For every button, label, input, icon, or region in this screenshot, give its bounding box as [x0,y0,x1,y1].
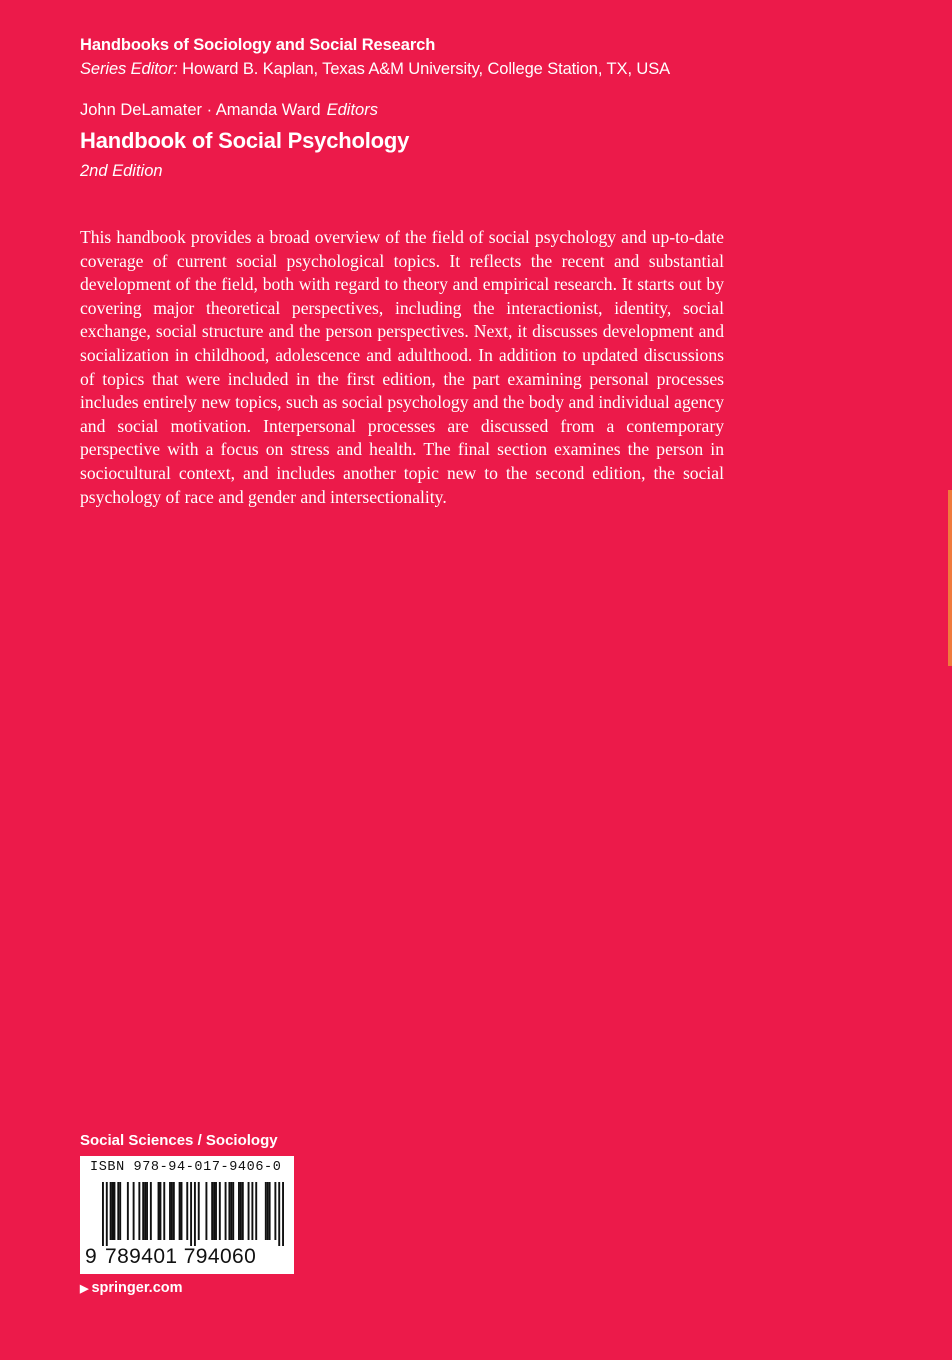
spine-edge-strip [948,490,952,666]
barcode-bar [278,1182,280,1246]
barcode-bar [248,1182,250,1240]
ean-remaining-digits: 789401 794060 [105,1245,257,1268]
barcode-bar [215,1182,217,1240]
barcode-bar [265,1182,267,1240]
barcode-bar [186,1182,188,1240]
barcode-bars [102,1182,284,1246]
barcode-bar [274,1182,276,1240]
barcode-bar [228,1182,230,1240]
series-editor-line [80,56,880,82]
barcode-bar [238,1182,240,1240]
barcode-bar [159,1182,161,1240]
barcode-bar [225,1182,227,1240]
barcode-bar [102,1182,104,1246]
barcode-bar [282,1182,284,1246]
barcode-bar [190,1182,192,1246]
barcode-bar [219,1182,221,1240]
barcode-bar [213,1182,215,1240]
book-title: Handbook of Social Psychology [80,128,410,153]
barcode-bar [240,1182,242,1240]
barcode-bar [106,1182,108,1246]
barcode-bar [198,1182,200,1240]
barcode-bar [171,1182,173,1240]
barcode-bar [211,1182,213,1240]
barcode-bar [267,1182,269,1240]
isbn-barcode [80,1156,294,1274]
isbn-text: ISBN 978-94-017-9406-0 [90,1160,282,1175]
barcode-bar [232,1182,234,1240]
barcode-bar [119,1182,121,1240]
subject-category: Social Sciences / Sociology [80,1132,278,1149]
ean-first-digit: 9 [85,1245,98,1268]
barcode-bar [269,1182,271,1240]
barcode-bar [127,1182,129,1240]
barcode-bar [150,1182,152,1240]
book-edition: 2nd Edition [80,162,163,180]
book-description: This handbook provides a broad overview of the field of social psychology and up-to-date coverage of current social psychological topics. It reflects the recent and substantial development of the field, both with regard to theory and empirical research. It starts out by covering major theoretical perspectives, including the interactionist, identity, social exchange, social structure and the person perspectives. Next, it discusses development and socialization in childhood, adolescence and adulthood. In addition to updated discussions of topics that were included in the first edition, the part examining personal processes includes entirely new topics, such as social psychology and the body and individual agency and social motivation. Interpersonal processes are discussed from a contemporary perspective with a focus on stress and health. The final section examines the person in sociocultural context, and includes another topic new to the second edition, the social psychology of race and gender and intersectionality. [80,227,724,507]
barcode-bar [169,1182,171,1240]
barcode-bar [173,1182,175,1240]
barcode-bar [251,1182,253,1240]
barcode-bar [194,1182,196,1246]
barcode-bar [181,1182,183,1240]
editor-names: John DeLamater · Amanda Ward [80,101,321,119]
series-header [80,34,880,82]
barcode-bar [144,1182,146,1240]
barcode-bar [138,1182,140,1240]
barcode-bar [255,1182,257,1240]
series-editor-label: Series Editor: [80,60,178,78]
book-editors [80,98,378,122]
barcode-bar [117,1182,119,1240]
barcode-bar [242,1182,244,1240]
barcode-bar [158,1182,160,1240]
series-editor-name: Howard B. Kaplan, Texas A&M University, College Station, TX, USA [182,60,671,78]
website-label: springer.com [91,1280,183,1296]
barcode-bar [142,1182,144,1240]
barcode-bar [110,1182,112,1240]
barcode-bar [112,1182,114,1240]
barcode-bar [179,1182,181,1240]
triangle-right-icon: ▶ [80,1283,89,1295]
editors-role: Editors [326,101,378,119]
barcode-bar [113,1182,115,1240]
barcode-bar [205,1182,207,1240]
barcode-bar [146,1182,148,1240]
barcode-bar [163,1182,165,1240]
barcode-bar [230,1182,232,1240]
series-title: Handbooks of Sociology and Social Research [80,36,436,54]
barcode-bar [133,1182,135,1240]
publisher-website [80,1278,183,1299]
